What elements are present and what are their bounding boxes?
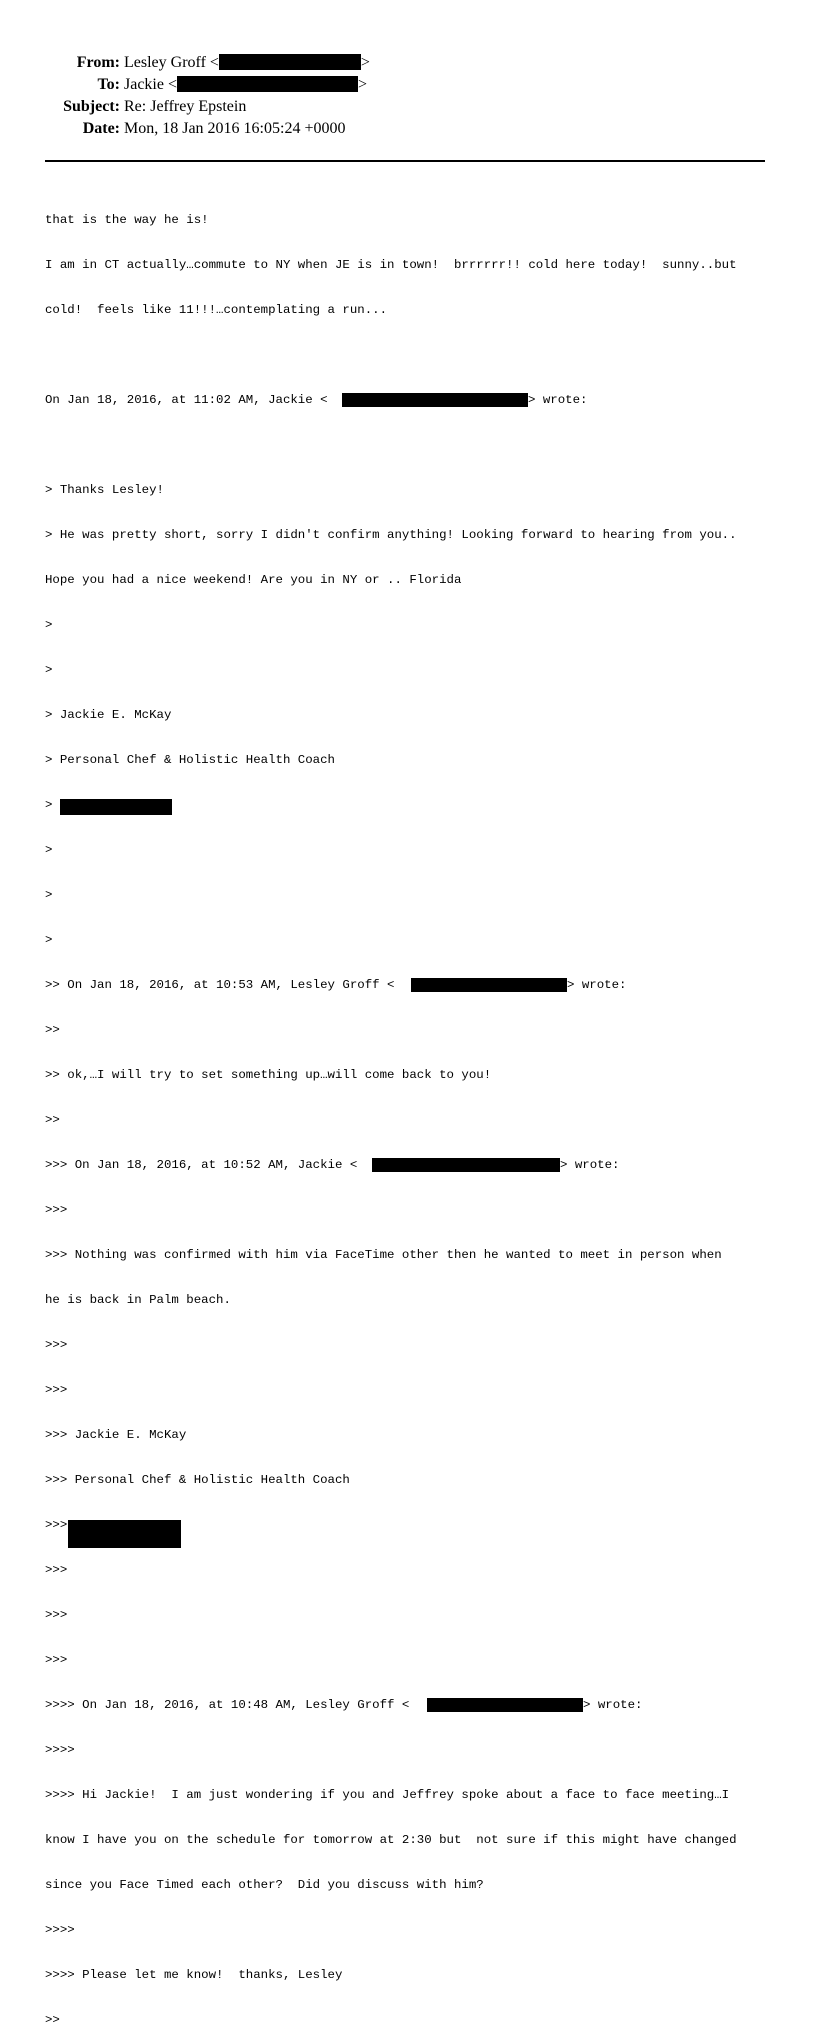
to-value (124, 74, 367, 96)
quote-header-tail: > wrote: (567, 978, 627, 992)
body-line: >>> Personal Chef & Holistic Health Coach (45, 1473, 350, 1487)
redaction-box (177, 76, 358, 92)
body-line: >>> (45, 1338, 68, 1352)
body-line: > (45, 843, 53, 857)
body-line: >>> Jackie E. McKay (45, 1428, 187, 1442)
body-line: he is back in Palm beach. (45, 1293, 231, 1307)
body-line (45, 438, 785, 453)
body-line: know I have you on the schedule for tomorrow at 2:30 but not sure if this might have changed (45, 1833, 737, 1847)
redaction-box (60, 799, 172, 815)
body-line: > Jackie E. McKay (45, 708, 172, 722)
quote-marker: >>> (45, 1518, 68, 1532)
body-line: > Thanks Lesley! (45, 483, 164, 497)
header-divider (45, 160, 765, 162)
body-line: >> ok,…I will try to set something up…will come back to you! (45, 1068, 492, 1082)
body-line: >>> (45, 1203, 68, 1217)
quote-header-text: >>>> On Jan 18, 2016, at 10:48 AM, Lesley Groff < (45, 1698, 410, 1712)
from-name: Lesley Groff < (124, 54, 219, 71)
body-line: that is the way he is! (45, 213, 209, 227)
subject-label: Subject: (63, 98, 120, 115)
from-close: > (360, 54, 370, 71)
redaction-box (427, 1698, 583, 1712)
to-label: To: (97, 76, 120, 93)
body-line (45, 348, 785, 363)
body-line: >>> (45, 1563, 68, 1577)
body-line: > He was pretty short, sorry I didn't confirm anything! Looking forward to hearing from you.. (45, 528, 737, 542)
redaction-box (68, 1520, 181, 1548)
body-line: >>> Nothing was confirmed with him via FaceTime other then he wanted to meet in person when (45, 1248, 722, 1262)
body-line: >>> (45, 1608, 68, 1622)
body-line: >>>> Hi Jackie! I am just wondering if you and Jeffrey spoke about a face to face meeting…I (45, 1788, 730, 1802)
body-line: >>>> (45, 1743, 75, 1757)
quote-header-text: >>> On Jan 18, 2016, at 10:52 AM, Jackie < (45, 1158, 358, 1172)
date-value: Mon, 18 Jan 2016 16:05:24 +0000 (124, 120, 346, 137)
from-value (124, 52, 370, 74)
body-line: >>>> Please let me know! thanks, Lesley (45, 1968, 343, 1982)
quote-header-line (45, 978, 785, 993)
body-line: >> (45, 1113, 60, 1127)
redacted-line (45, 1518, 785, 1533)
body-line: >> (45, 1023, 60, 1037)
quote-header-tail: > wrote: (583, 1698, 643, 1712)
to-name: Jackie < (124, 76, 177, 93)
body-line: > (45, 888, 53, 902)
body-line: >> (45, 2013, 60, 2027)
body-line: since you Face Timed each other? Did you discuss with him? (45, 1878, 484, 1892)
redaction-box (342, 393, 528, 407)
quote-header-tail: > wrote: (528, 393, 588, 407)
redacted-line (45, 798, 785, 813)
quote-header-tail: > wrote: (560, 1158, 620, 1172)
from-label: From: (76, 54, 120, 71)
body-line: >>> (45, 1653, 68, 1667)
body-line: >>>> (45, 1923, 75, 1937)
quote-marker: > (45, 798, 60, 812)
quote-header-line (45, 393, 785, 408)
body-line: > Personal Chef & Holistic Health Coach (45, 753, 335, 767)
body-line: Hope you had a nice weekend! Are you in NY or .. Florida (45, 573, 462, 587)
quote-header-text: On Jan 18, 2016, at 11:02 AM, Jackie < (45, 393, 328, 407)
body-line: >>> (45, 1383, 68, 1397)
email-body (45, 183, 785, 2043)
redaction-box (411, 978, 567, 992)
body-line: > (45, 618, 53, 632)
redaction-box (372, 1158, 560, 1172)
body-line: > (45, 933, 53, 947)
redaction-box (219, 54, 361, 70)
body-line: cold! feels like 11!!!…contemplating a run... (45, 303, 388, 317)
quote-header-line (45, 1698, 785, 1713)
date-label: Date: (82, 120, 120, 137)
body-line: > (45, 663, 53, 677)
to-close: > (358, 76, 368, 93)
quote-header-line (45, 1158, 785, 1173)
subject-value: Re: Jeffrey Epstein (124, 98, 247, 115)
quote-header-text: >> On Jan 18, 2016, at 10:53 AM, Lesley Groff < (45, 978, 395, 992)
body-line: I am in CT actually…commute to NY when JE is in town! brrrrrr!! cold here today! sunny..but (45, 258, 737, 272)
